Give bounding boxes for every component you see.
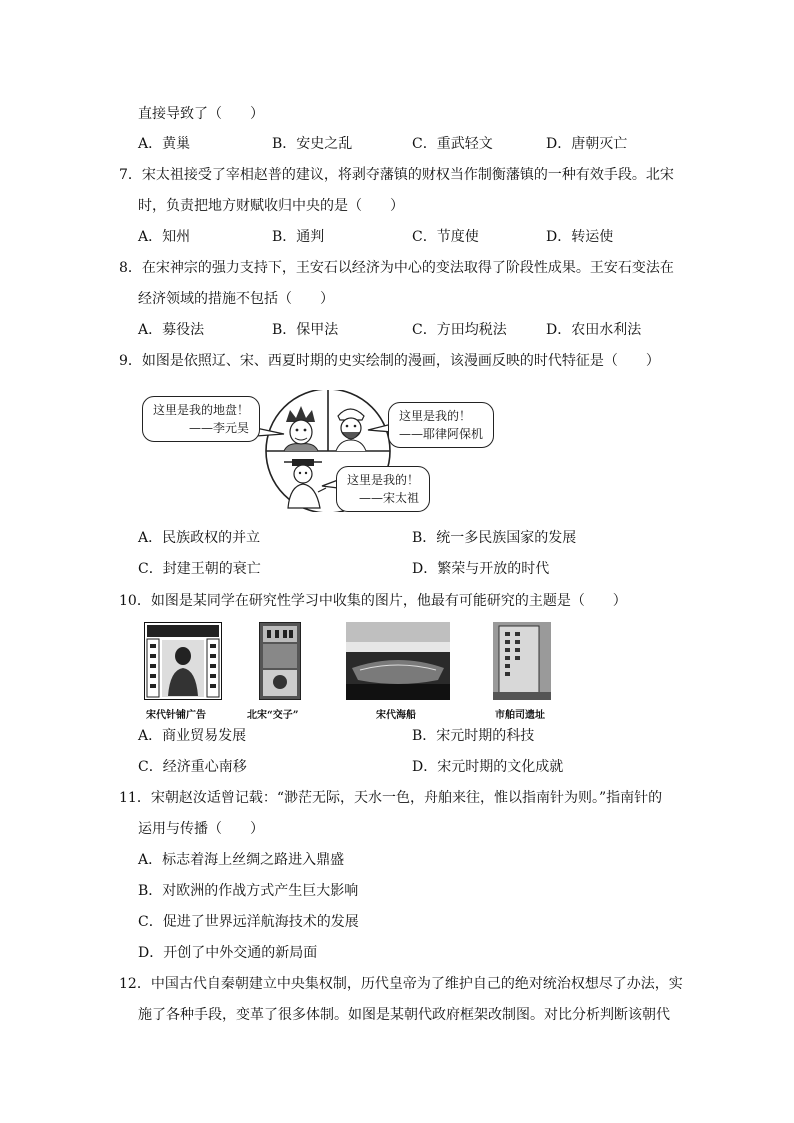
caption-needle-shop-ad: 宋代针铺广告 bbox=[146, 710, 206, 721]
bubble-song-taizu-attrib: ——宋太祖 bbox=[359, 491, 420, 505]
q7-stem-line1: 7．宋太祖接受了宰相赵普的建议，将剥夺藩镇的财权当作制衡藩镇的一种有效手段。北宋 bbox=[119, 167, 674, 183]
q11-option-b: B．对欧洲的作战方式产生巨大影响 bbox=[138, 883, 359, 899]
bubble-yelu-abaoji-text: 这里是我的！ bbox=[399, 409, 472, 423]
q6-option-a: A．黄巢 bbox=[138, 136, 191, 152]
q11-stem-line1: 11．宋朝赵汝适曾记载：“渺茫无际，天水一色，舟舶来往，惟以指南针为则。”指南针的 bbox=[119, 790, 663, 806]
q11-option-c: C．促进了世界远洋航海技术的发展 bbox=[138, 914, 359, 930]
q10-option-a: A．商业贸易发展 bbox=[138, 728, 247, 744]
bubble-song-taizu bbox=[336, 466, 430, 512]
shibosi-site-image bbox=[493, 622, 551, 700]
song-ship-image bbox=[346, 622, 450, 700]
q7-option-d: D．转运使 bbox=[546, 229, 614, 245]
bubble-yelu-abaoji-attrib: ——耶律阿保机 bbox=[399, 427, 484, 441]
q10-stem-line1: 10．如图是某同学在研究性学习中收集的图片，他最有可能研究的主题是（ ） bbox=[119, 593, 627, 609]
q11-option-d: D．开创了中外交通的新局面 bbox=[138, 945, 318, 961]
jiaozi-image bbox=[259, 622, 301, 700]
q6-option-d: D．唐朝灭亡 bbox=[546, 136, 628, 152]
q12-stem-line1: 12．中国古代自秦朝建立中央集权制，历代皇帝为了维护自己的绝对统治权想尽了办法，实 bbox=[119, 976, 683, 992]
q9-cartoon bbox=[138, 390, 484, 512]
caption-jiaozi: 北宋“交子” bbox=[247, 710, 299, 721]
q11-stem-line2: 运用与传播（ ） bbox=[138, 821, 264, 837]
q6-option-c: C．重武轻文 bbox=[412, 136, 493, 152]
caption-shibosi-site: 市舶司遗址 bbox=[495, 710, 545, 721]
q6-option-b: B．安史之乱 bbox=[272, 136, 353, 152]
caption-song-ship: 宋代海船 bbox=[376, 710, 416, 721]
q6-stem-tail: 直接导致了（ ） bbox=[138, 106, 264, 122]
q9-stem-line1: 9．如图是依照辽、宋、西夏时期的史实绘制的漫画，该漫画反映的时代特征是（ ） bbox=[119, 353, 660, 369]
bubble-li-yuanhao-text: 这里是我的地盘！ bbox=[153, 403, 250, 417]
q12-stem-line2: 施了各种手段，变革了很多体制。如图是某朝代政府框架改制图。对比分析判断该朝代 bbox=[138, 1007, 670, 1023]
q10-option-b: B．宋元时期的科技 bbox=[412, 728, 535, 744]
q8-option-b: B．保甲法 bbox=[272, 322, 339, 338]
q8-option-c: C．方田均税法 bbox=[412, 322, 507, 338]
q9-option-a: A．民族政权的并立 bbox=[138, 530, 261, 546]
q7-option-c: C．节度使 bbox=[412, 229, 479, 245]
q8-stem-line1: 8．在宋神宗的强力支持下，王安石以经济为中心的变法取得了阶段性成果。王安石变法在 bbox=[119, 260, 674, 276]
q9-option-b: B．统一多民族国家的发展 bbox=[412, 530, 577, 546]
q10-option-c: C．经济重心南移 bbox=[138, 759, 247, 775]
needle-shop-ad-image bbox=[144, 622, 222, 700]
q10-option-d: D．宋元时期的文化成就 bbox=[412, 759, 564, 775]
q9-option-d: D．繁荣与开放的时代 bbox=[412, 561, 550, 577]
q9-option-c: C．封建王朝的衰亡 bbox=[138, 561, 261, 577]
bubble-song-taizu-text: 这里是我的！ bbox=[347, 473, 420, 487]
q7-stem-line2: 时，负责把地方财赋收归中央的是（ ） bbox=[138, 198, 404, 214]
q8-option-d: D．农田水利法 bbox=[546, 322, 642, 338]
q7-option-a: A．知州 bbox=[138, 229, 191, 245]
q11-option-a: A．标志着海上丝绸之路进入鼎盛 bbox=[138, 852, 345, 868]
q8-stem-line2: 经济领域的措施不包括（ ） bbox=[138, 291, 334, 307]
bubble-yelu-abaoji bbox=[388, 402, 494, 448]
q8-option-a: A．募役法 bbox=[138, 322, 205, 338]
bubble-li-yuanhao bbox=[142, 396, 260, 442]
q7-option-b: B．通判 bbox=[272, 229, 325, 245]
bubble-li-yuanhao-attrib: ——李元昊 bbox=[189, 421, 250, 435]
